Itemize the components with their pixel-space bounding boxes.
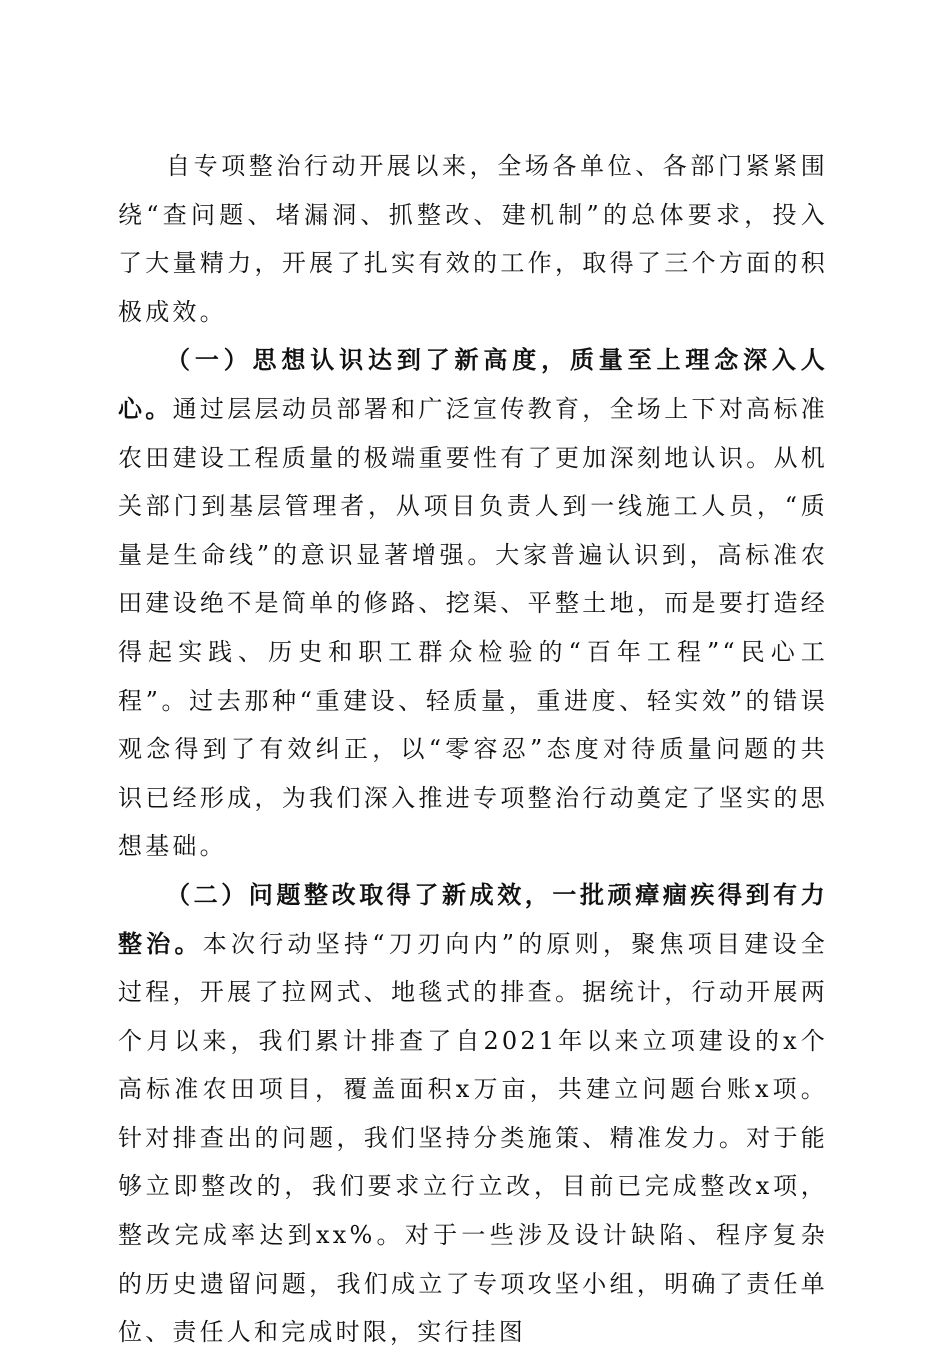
section-1-heading: （一）思想认识达到了新高度，质量至上理念深入人心。: [118, 345, 828, 423]
section-1-paragraph: [118, 336, 828, 871]
section-2-paragraph: [118, 871, 828, 1357]
document-body: [118, 142, 828, 1357]
section-1-body: 通过层层动员部署和广泛宣传教育，全场上下对高标准农田建设工程质量的极端重要性有了更加深刻地认识。从机关部门到基层管理者，从项目负责人到一线施工人员，“质量是生命线”的意识显著增强。大家普遍认识到，高标准农田建设绝不是简单的修路、挖渠、平整土地，而是要打造经得起实践、历史和职工群众检验的“百年工程”“民心工程”。过去那种“重建设、轻质量，重进度、轻实效”的错误观念得到了有效纠正，以“零容忍”态度对待质量问题的共识已经形成，为我们深入推进专项整治行动奠定了坚实的思想基础。: [118, 394, 828, 861]
intro-paragraph: [118, 142, 828, 336]
section-2-heading: （二）问题整改取得了新成效，一批顽瘴痼疾得到有力整治。: [118, 879, 828, 958]
section-2-body: 本次行动坚持“刀刃向内”的原则，聚焦项目建设全过程，开展了拉网式、地毯式的排查。据统计，行动开展两个月以来，我们累计排查了自2021年以来立项建设的x个高标准农田项目，覆盖面积x万亩，共建立问题台账x项。针对排查出的问题，我们坚持分类施策、精准发力。对于能够立即整改的，我们要求立行立改，目前已完成整改x项，整改完成率达到xx%。对于一些涉及设计缺陷、程序复杂的历史遗留问题，我们成立了专项攻坚小组，明确了责任单位、责任人和完成时限，实行挂图: [118, 929, 828, 1347]
intro-text: 自专项整治行动开展以来，全场各单位、各部门紧紧围绕“查问题、堵漏洞、抓整改、建机制”的总体要求，投入了大量精力，开展了扎实有效的工作，取得了三个方面的积极成效。: [118, 152, 828, 326]
